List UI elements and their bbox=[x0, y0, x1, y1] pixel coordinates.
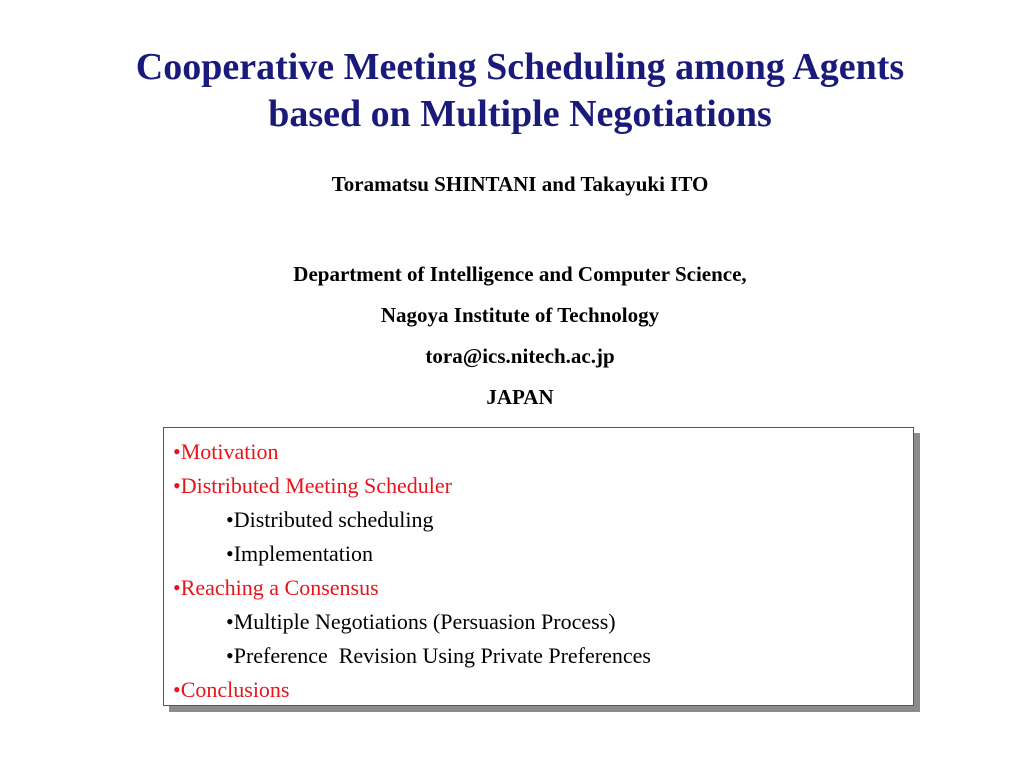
outline-item-text: Distributed scheduling bbox=[233, 507, 434, 532]
bullet-marker: • bbox=[173, 677, 181, 702]
bullet-marker: • bbox=[226, 507, 234, 532]
outline-subitem bbox=[173, 537, 651, 571]
outline-item bbox=[173, 571, 651, 605]
slide-title bbox=[0, 44, 1024, 138]
title-line-1: Cooperative Meeting Scheduling among Agents bbox=[135, 46, 905, 88]
bullet-marker: • bbox=[173, 439, 181, 464]
outline-item-text: Multiple Negotiations (Persuasion Process) bbox=[233, 609, 616, 634]
bullet-marker: • bbox=[226, 643, 234, 668]
outline-item-text: Implementation bbox=[233, 541, 373, 566]
authors: Toramatsu SHINTANI and Takayuki ITO bbox=[331, 172, 709, 196]
bullet-marker: • bbox=[173, 575, 181, 600]
outline-item bbox=[173, 435, 651, 469]
outline-list bbox=[173, 435, 651, 707]
outline-item bbox=[173, 673, 651, 707]
bullet-marker: • bbox=[226, 609, 234, 634]
outline-box bbox=[163, 427, 914, 706]
title-line-2: based on Multiple Negotiations bbox=[268, 93, 772, 135]
affiliation bbox=[0, 254, 1024, 418]
outline-item-text: Distributed Meeting Scheduler bbox=[180, 473, 452, 498]
outline-subitem bbox=[173, 503, 651, 537]
country: JAPAN bbox=[486, 385, 554, 409]
outline-item bbox=[173, 469, 651, 503]
outline-item-text: Motivation bbox=[180, 439, 279, 464]
bullet-marker: • bbox=[226, 541, 234, 566]
department: Department of Intelligence and Computer Science, bbox=[293, 262, 747, 286]
outline-item-text: Preference Revision Using Private Preferences bbox=[233, 643, 651, 668]
institute: Nagoya Institute of Technology bbox=[380, 303, 660, 327]
bullet-marker: • bbox=[173, 473, 181, 498]
email: tora@ics.nitech.ac.jp bbox=[425, 344, 615, 368]
outline-item-text: Conclusions bbox=[180, 677, 290, 702]
outline-item-text: Reaching a Consensus bbox=[180, 575, 379, 600]
outline-subitem bbox=[173, 639, 651, 673]
outline-subitem bbox=[173, 605, 651, 639]
